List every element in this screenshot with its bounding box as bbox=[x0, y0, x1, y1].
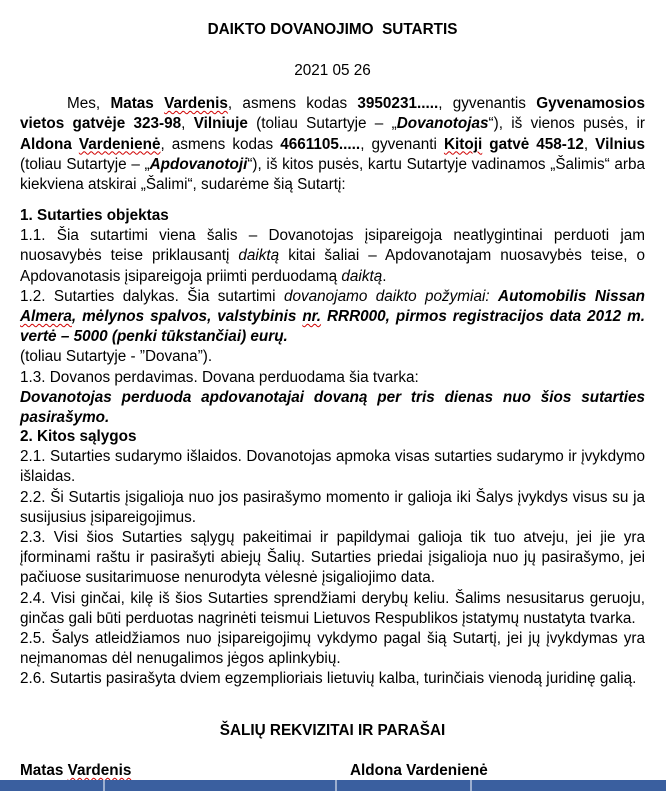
section-2-heading: 2. Kitos sąlygos bbox=[20, 428, 137, 445]
document-date: 2021 05 26 bbox=[294, 62, 371, 79]
bar-separator bbox=[470, 780, 472, 791]
text-run: Vardenis bbox=[164, 95, 228, 112]
text-run: Almera bbox=[20, 308, 72, 326]
signatures-heading: ŠALIŲ REKVIZITAI IR PARAŠAI bbox=[219, 722, 446, 739]
text-run: , asmens kodas bbox=[227, 95, 358, 112]
text-run: . bbox=[382, 267, 387, 285]
text-run: gatvė 458-12 bbox=[482, 135, 584, 153]
clause-1-3-terms: Dovanotojas perduoda apdovanotajai dovaną per tris dienas nuo šios sutarties pasirašymo. bbox=[20, 388, 645, 427]
text-run: Mes, bbox=[67, 95, 111, 112]
text-run: nr. bbox=[302, 308, 322, 326]
text-run: Kitoji bbox=[443, 135, 483, 153]
text-run: 1.2. Sutarties dalykas. Šia sutartimi bbox=[20, 287, 284, 305]
clause-2-3: 2.3. Visi šios Sutarties sąlygų pakeitimai ir papildymai galioja tik tuo atveju, jei jie yra įforminami raštu ir pasirašyti abiejų Šalių. Sutarties priedai įsigalioja nuo jų pasirašymo, jei pačiuose susitarimuose nenurodyta vėlesnė įsigaliojimo data. bbox=[20, 529, 645, 587]
text-run: , bbox=[583, 135, 596, 153]
text-run: , gyvenantis bbox=[438, 95, 537, 112]
clause-2-1: 2.1. Sutarties sudarymo išlaidos. Dovanotojas apmoka visas sutarties sudarymo ir įvykdymo išlaidas. bbox=[20, 448, 645, 486]
text-run: Vilnius bbox=[595, 135, 646, 153]
text-run: daiktą bbox=[341, 267, 383, 285]
text-run: kitai šaliai – Apdovanotajam nuosavybės teise, o Apdovanotasis įsipareigoja priimti perduodamą bbox=[20, 247, 645, 285]
text-run: “), iš kitos pusės, kartu Sutartyje vadinamos „Šalimis“ arba kiekviena atskirai „Šalimi“, sudarėme šią Sutartį: bbox=[20, 155, 645, 194]
section-1 bbox=[20, 206, 645, 428]
text-run: daiktą bbox=[238, 247, 280, 265]
bar-separator bbox=[103, 780, 105, 791]
text-run: Apdovanotoji bbox=[149, 155, 248, 173]
section-1-heading: 1. Sutarties objektas bbox=[20, 207, 169, 224]
bar-separator bbox=[335, 780, 337, 791]
text-run: Matas bbox=[110, 95, 165, 112]
text-run: (toliau Sutartyje – „ bbox=[20, 155, 150, 173]
clause-1-2 bbox=[20, 287, 645, 348]
text-run: Dovanotojas bbox=[396, 115, 489, 133]
clause-2-2: 2.2. Ši Sutartis įsigalioja nuo jos pasirašymo momento ir galioja iki Šalys įvykdys visus su ja susijusius įsipareigojimus. bbox=[20, 488, 645, 526]
signature-party-right: Aldona Vardenienė bbox=[350, 762, 488, 779]
text-run: RRR000, pirmos registracijos data 2012 m. vertė – 5000 (penki tūkstančiai) eurų. bbox=[20, 308, 645, 346]
clause-2-6: 2.6. Sutartis pasirašyta dviem egzemplioriais lietuvių kalba, turinčiais vienodą juridinę galią. bbox=[20, 670, 637, 688]
text-run: 3950231..... bbox=[357, 95, 439, 112]
text-run: Vardenis bbox=[67, 762, 132, 779]
text-run: , bbox=[181, 115, 194, 133]
text-run: (toliau Sutartyje – „ bbox=[247, 115, 397, 133]
clause-1-3: 1.3. Dovanos perdavimas. Dovana perduodama šia tvarka: bbox=[20, 368, 419, 386]
intro-paragraph bbox=[20, 94, 645, 195]
text-run: Matas bbox=[20, 762, 68, 779]
section-2 bbox=[20, 427, 645, 690]
text-run: “), iš vienos pusės, ir bbox=[488, 115, 646, 133]
text-run: Automobilis Nissan bbox=[498, 287, 645, 305]
document-title: DAIKTO DOVANOJIMO SUTARTIS bbox=[207, 21, 458, 38]
text-run: , asmens kodas bbox=[160, 135, 281, 153]
text-run: Vilniuje bbox=[193, 115, 248, 133]
text-run: Gyvenamosios vietos gatvėje 323-98 bbox=[20, 95, 646, 133]
text-run: dovanojamo daikto požymiai: bbox=[284, 287, 499, 305]
text-run: 1.1. Šia sutartimi viena šalis – Dovanotojas įsipareigoja neatlygintinai perduoti jam nuosavybės teise priklausantį bbox=[20, 227, 645, 265]
text-run: 4661105..... bbox=[280, 135, 361, 153]
clause-2-4: 2.4. Visi ginčai, kilę iš šios Sutarties sprendžiami derybų keliu. Šalims nesusitarus geruoju, ginčas gali būti perduotas nagrinėti teismui Lietuvos Respublikos įstatymų nustatyta tvarka. bbox=[20, 589, 645, 627]
text-run: , gyvenanti bbox=[360, 135, 444, 153]
clause-1-1 bbox=[20, 226, 645, 287]
clause-2-5: 2.5. Šalys atleidžiamos nuo įsipareigojimų vykdymo pagal šią Sutartį, jei jų įvykdymas yra neįmanomas dėl nenugalimos jėgos aplinkybių. bbox=[20, 630, 645, 668]
text-run: , mėlynos spalvos, valstybinis bbox=[71, 308, 303, 326]
text-run: Vardenienė bbox=[78, 135, 161, 153]
signature-party-left bbox=[20, 762, 131, 780]
text-run: Aldona bbox=[20, 135, 79, 153]
clause-1-2-note: (toliau Sutartyje - ”Dovana”). bbox=[20, 348, 213, 366]
window-bottom-bar bbox=[0, 780, 666, 791]
